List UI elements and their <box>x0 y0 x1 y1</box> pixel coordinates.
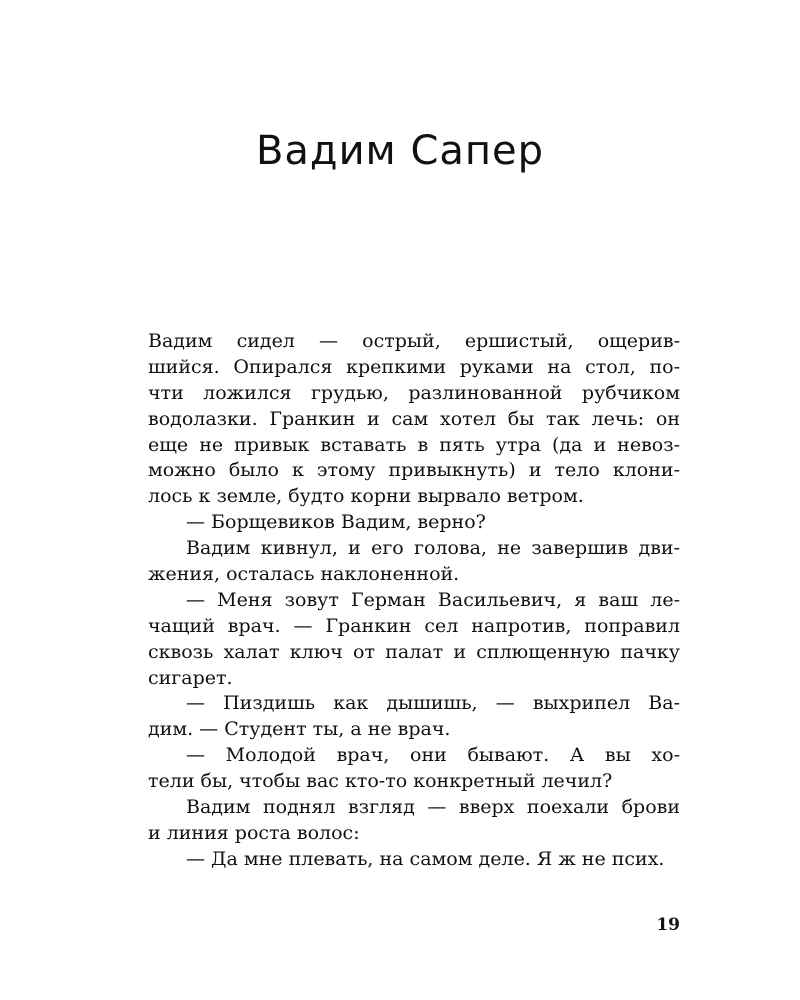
text-line: чти ложился грудью, разлинованной рубчиком <box>148 381 680 404</box>
text-line: — Молодой врач, они бывают. А вы хо- <box>186 744 680 767</box>
text-line: — Пиздишь как дышишь, — выхрипел Ва- <box>186 692 680 715</box>
text-line: еще не привык вставать в пять утра (да и невоз- <box>148 433 680 456</box>
text-line: жения, осталась наклоненной. <box>148 563 460 586</box>
text-line: дим. — Студент ты, а не врач. <box>148 718 451 741</box>
text-line: Вадим сидел — острый, ершистый, ощерив- <box>148 330 680 352</box>
text-line: и линия роста волос: <box>148 821 360 844</box>
text-line: сквозь халат ключ от палат и сплющенную пачку <box>148 640 680 663</box>
text-line: шийся. Опирался крепкими руками на стол, по- <box>148 355 680 378</box>
page-number: 19 <box>656 915 680 935</box>
text-line: тели бы, чтобы вас кто-то конкретный лечил? <box>148 770 613 793</box>
text-line: — Меня зовут Герман Васильевич, я ваш ле- <box>186 588 680 611</box>
text-line: водолазки. Гранкин и сам хотел бы так лечь: он <box>148 407 680 430</box>
text-line: — Борщевиков Вадим, верно? <box>186 511 486 534</box>
text-line: Вадим кивнул, и его голова, не завершив дви- <box>186 537 680 560</box>
text-line: можно было к этому привыкнуть) и тело клони- <box>148 459 680 482</box>
text-line: чащий врач. — Гранкин сел напротив, поправил <box>148 614 680 637</box>
text-line: Вадим поднял взгляд — вверх поехали брови <box>186 796 680 819</box>
body-text <box>148 329 680 873</box>
text-line: — Да мне плевать, на самом деле. Я ж не псих. <box>186 847 665 870</box>
chapter-title: Вадим Сапер <box>255 128 545 174</box>
text-line: сигарет. <box>148 666 233 689</box>
text-line: лось к земле, будто корни вырвало ветром. <box>148 485 584 508</box>
